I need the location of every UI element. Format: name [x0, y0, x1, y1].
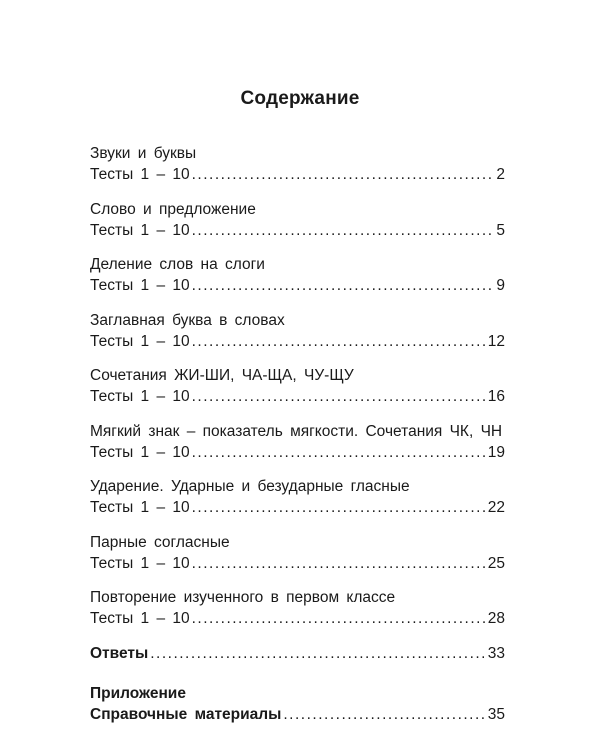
toc-page-number: 33 — [487, 644, 505, 662]
toc-page-number: 9 — [496, 277, 505, 294]
toc-entry-row — [90, 164, 505, 185]
toc-entry-heading: Повторение изученного в первом классе — [90, 589, 396, 606]
toc-entry-label: Тесты 1 – 10 — [90, 332, 190, 350]
toc-page-number: 35 — [487, 705, 505, 723]
toc-entry-row — [90, 442, 505, 463]
dot-leader — [192, 164, 495, 185]
page-title: Содержание — [240, 88, 360, 109]
toc-entry-combinations[interactable] — [90, 365, 505, 407]
toc-entry-answers[interactable] — [90, 643, 505, 664]
toc-entry-heading: Деление слов на слоги — [90, 256, 265, 273]
toc-entry-stress[interactable] — [90, 476, 505, 518]
dot-leader — [192, 275, 495, 296]
toc-entry-heading: Ударение. Ударные и безударные гласные — [90, 478, 410, 495]
toc-entry-heading: Звуки и буквы — [90, 145, 197, 162]
toc-page-number: 19 — [487, 443, 505, 461]
toc-entry-heading: Сочетания ЖИ-ШИ, ЧА-ЩА, ЧУ-ЩУ — [90, 367, 354, 384]
toc-entry-label: Тесты 1 – 10 — [90, 610, 190, 627]
toc-entry-row — [90, 608, 505, 629]
toc-entry-label: Тесты 1 – 10 — [90, 499, 190, 516]
dot-leader — [192, 553, 486, 574]
toc-entry-label: Тесты 1 – 10 — [90, 554, 190, 572]
toc-entry-capital-letter[interactable] — [90, 310, 505, 352]
toc-entry-label: Тесты 1 – 10 — [90, 277, 190, 294]
toc-entry-heading: Парные согласные — [90, 533, 230, 551]
dot-leader — [192, 442, 486, 463]
toc-entry-paired-consonants[interactable] — [90, 532, 505, 574]
toc-entry-row — [90, 497, 505, 518]
dot-leader — [192, 608, 486, 629]
dot-leader — [283, 704, 485, 725]
toc-page-number: 22 — [487, 499, 505, 516]
dot-leader — [192, 386, 486, 407]
toc-entry-row — [90, 704, 505, 725]
toc-entry-heading: Мягкий знак – показатель мягкости. Сочетания ЧК, ЧН — [90, 422, 503, 440]
toc-entry-label: Тесты 1 – 10 — [90, 388, 190, 405]
toc-entry-label: Ответы — [90, 644, 149, 662]
toc-page-number: 25 — [487, 554, 505, 572]
toc-entry-label: Справочные материалы — [90, 705, 282, 723]
dot-leader — [192, 331, 486, 352]
toc-entry-label: Тесты 1 – 10 — [90, 221, 190, 239]
toc-entry-word-sentence[interactable] — [90, 199, 505, 241]
toc-entry-row — [90, 275, 505, 296]
toc-entry-row — [90, 643, 505, 664]
toc-entry-heading: Приложение — [90, 684, 186, 702]
toc-entry-row — [90, 553, 505, 574]
toc-entry-row — [90, 386, 505, 407]
dot-leader — [192, 497, 486, 518]
toc-entry-syllables[interactable] — [90, 254, 505, 296]
dot-leader — [150, 643, 486, 664]
toc-entry-row — [90, 220, 505, 241]
toc-entry-appendix[interactable] — [90, 683, 505, 725]
toc-entry-label: Тесты 1 – 10 — [90, 166, 190, 183]
toc-entry-review[interactable] — [90, 587, 505, 629]
toc-entry-row — [90, 331, 505, 352]
toc-page-number: 2 — [496, 166, 505, 183]
table-of-contents — [90, 143, 505, 738]
toc-page-number: 28 — [487, 610, 505, 627]
toc-entry-label: Тесты 1 – 10 — [90, 443, 190, 461]
toc-entry-heading: Слово и предложение — [90, 200, 256, 218]
toc-page-number: 12 — [487, 332, 505, 350]
toc-page-number: 5 — [496, 221, 505, 239]
dot-leader — [192, 220, 495, 241]
toc-entry-heading: Заглавная буква в словах — [90, 311, 285, 329]
toc-entry-soft-sign[interactable] — [90, 421, 505, 463]
toc-entry-sounds-letters[interactable] — [90, 143, 505, 185]
toc-page-number: 16 — [487, 388, 505, 405]
